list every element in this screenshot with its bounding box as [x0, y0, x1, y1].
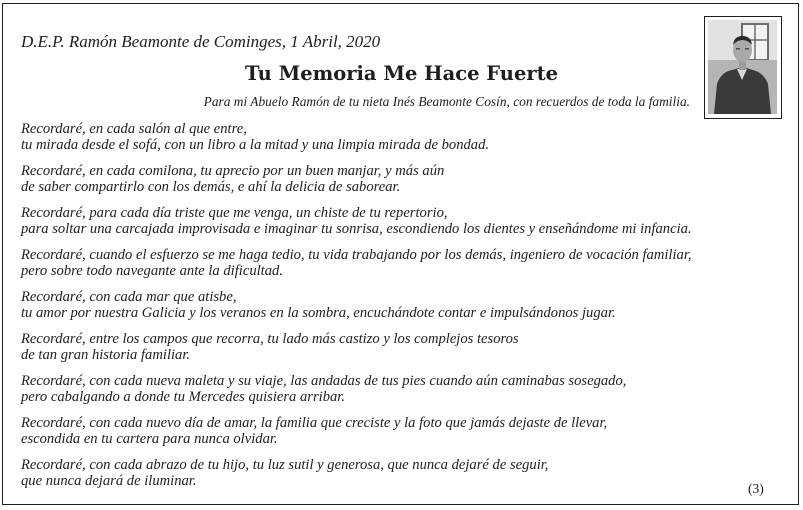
verse-line: Recordaré, con cada nueva maleta y su viaje, las andadas de tus pies cuando aún caminabas sosegado, — [21, 373, 627, 389]
dep-line: D.E.P. Ramón Beamonte de Cominges, 1 Abril, 2020 — [21, 32, 381, 51]
verse-line: de saber compartirlo con los demás, e ahí la delicia de saborear. — [21, 178, 401, 195]
verse — [21, 416, 791, 447]
verse — [21, 458, 791, 489]
page-number: (3) — [748, 481, 764, 496]
verses-block — [21, 122, 791, 500]
verse — [21, 332, 791, 363]
portrait-photo-icon — [708, 20, 777, 114]
verse-line: Recordaré, con cada mar que atisbe, — [21, 289, 237, 305]
verse — [21, 122, 791, 153]
page-title: Tu Memoria Me Hace Fuerte — [244, 62, 559, 85]
verse-line: Recordaré, en cada comilona, tu aprecio por un buen manjar, y más aún — [21, 163, 445, 179]
verse — [21, 164, 791, 195]
verse-line: pero cabalgando a donde tu Mercedes quisiera arribar. — [21, 388, 345, 405]
verse-line: que nunca dejará de iluminar. — [21, 472, 197, 489]
verse-line: Recordaré, en cada salón al que entre, — [21, 121, 247, 137]
verse-line: Recordaré, con cada nuevo día de amar, la familia que creciste y la foto que jamás dejaste de llevar, — [21, 415, 608, 431]
verse-line: para soltar una carcajada improvisada e imaginar tu sonrisa, escondiendo los dientes y enseñándome mi infancia. — [21, 220, 692, 237]
verse-line: de tan gran historia familiar. — [21, 346, 191, 363]
verse — [21, 206, 791, 237]
portrait-frame — [704, 16, 782, 119]
verse — [21, 248, 791, 279]
verse-line: Recordaré, entre los campos que recorra, tu lado más castizo y los complejos tesoros — [21, 331, 519, 347]
verse-line: escondida en tu cartera para nunca olvidar. — [21, 430, 278, 447]
verse-line: Recordaré, con cada abrazo de tu hijo, tu luz sutil y generosa, que nunca dejaré de seguir, — [21, 457, 549, 473]
verse-line: Recordaré, para cada día triste que me venga, un chiste de tu repertorio, — [21, 205, 448, 221]
verse — [21, 374, 791, 405]
verse-line: Recordaré, cuando el esfuerzo se me haga tedio, tu vida trabajando por los demás, ingeniero de vocación familiar, — [21, 247, 692, 263]
dedication-line: Para mi Abuelo Ramón de tu nieta Inés Beamonte Cosín, con recuerdos de toda la familia. — [203, 94, 690, 109]
verse-line: tu amor por nuestra Galicia y los veranos en la sombra, encuchándote contar e impulsándonos jugar. — [21, 304, 616, 321]
verse-line: pero sobre todo navegante ante la dificultad. — [21, 262, 283, 279]
verse-line: tu mirada desde el sofá, con un libro a la mitad y una limpia mirada de bondad. — [21, 136, 490, 153]
verse — [21, 290, 791, 321]
